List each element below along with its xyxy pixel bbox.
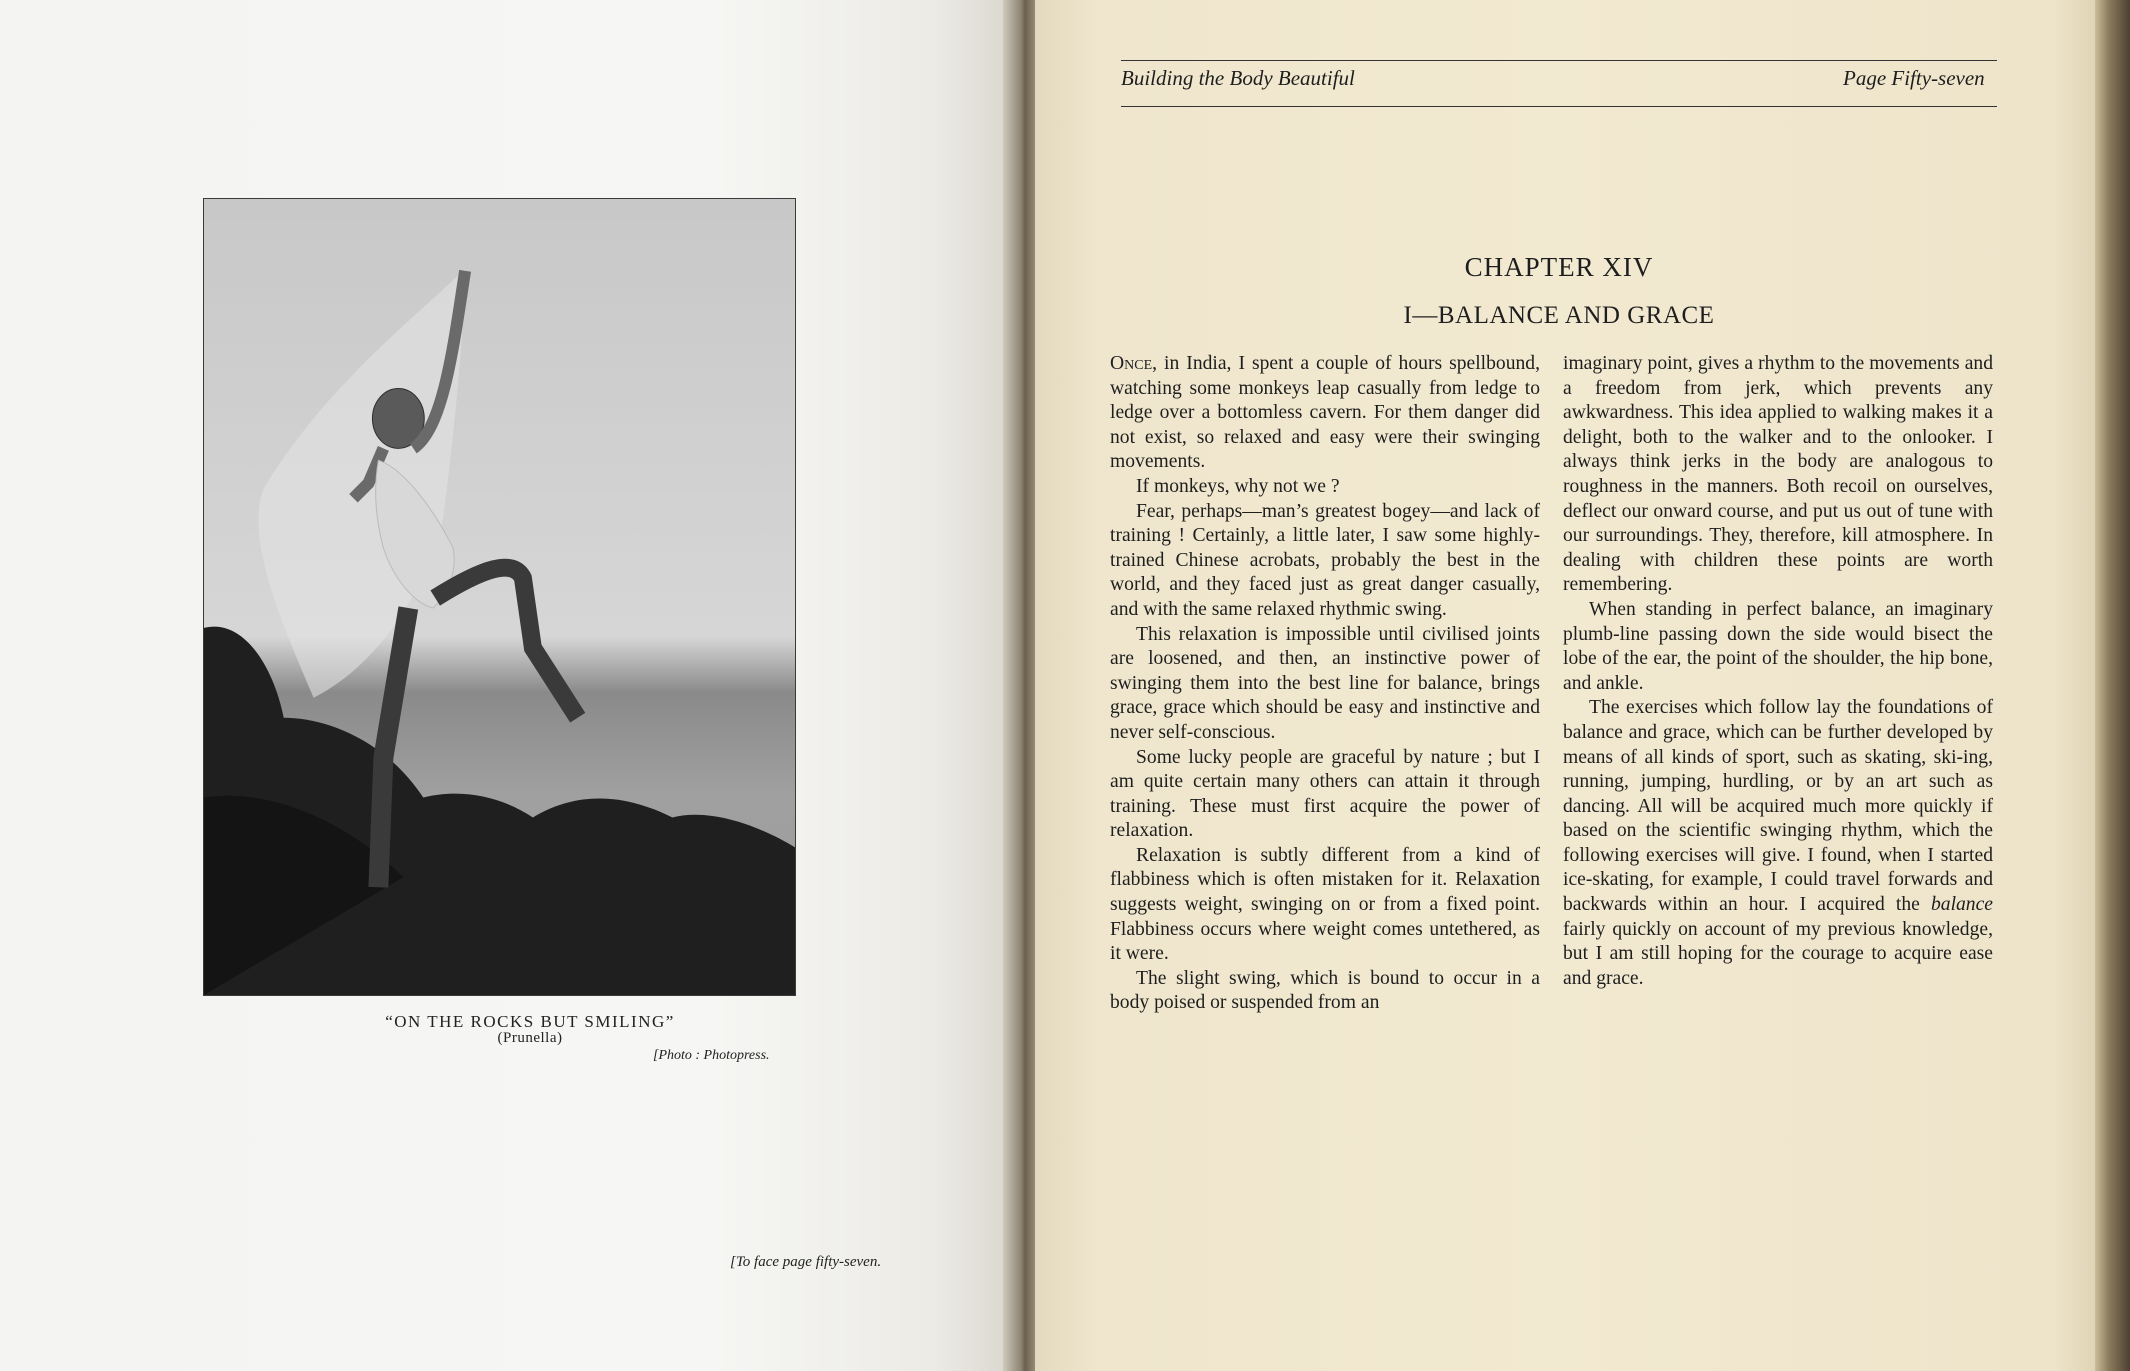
paragraph: This relaxation is impossible until civilised joints are loosened, and then, an instinctive power of swinging them into the best line for balance, brings grace, grace which should be easy and instinctive and never self-conscious. [1110,623,1540,743]
header-rule-bottom [1121,106,1997,107]
text-column-right [1563,352,1993,991]
emphasis: balance [1930,894,1993,916]
left-page [0,0,1015,1371]
paragraph: Once, in India, I spent a couple of hours spellbound, watching some monkeys leap casually from ledge to ledge over a bottomless cavern. For them danger did not exist, so relaxed and easy were their swinging movements. [1110,353,1540,473]
paragraph: Fear, perhaps—man’s greatest bogey—and lack of training ! Certainly, a little later, I saw some highly-trained Chinese acrobats, probably the best in the world, and they faced just as great danger casually, and with the same relaxed rhythmic swing. [1110,500,1540,620]
paragraph: Relaxation is subtly different from a kind of flabbiness which is often mistaken for it. Relaxation suggests weight, swinging on or from a fixed point. Flabbiness occurs where weight comes untethered, as it were. [1110,844,1540,965]
paragraph: The slight swing, which is bound to occur in a body poised or suspended from an [1110,967,1540,1014]
running-head-title: Building the Body Beautiful [1121,66,1355,90]
page-edge [2095,0,2130,1371]
dancer-photograph [203,198,796,996]
paragraph: If monkeys, why not we ? [1136,475,1340,497]
drop-lead-word: Once [1110,353,1153,374]
paragraph: The exercises which follow lay the foundations of balance and grace, which can be further developed by means of all kinds of sport, such as skating, ski-ing, running, jumping, hurdling, or by an art such as dancing. All will be acquired much more quickly if based on the scientific swinging rhythm, which the following exercises will give. I found, when I started ice-skating, for example, I could travel forwards and backwards within an hour. I acquired the balance fairly quickly on account of my previous knowledge, but I am still hoping for the courage to acquire ease and grace. [1563,697,1993,989]
paragraph: When standing in perfect balance, an imaginary plumb-line passing down the side would bisect the lobe of the ear, the point of the shoulder, the hip bone, and ankle. [1563,598,1993,694]
photo-caption: “ON THE ROCKS BUT SMILING” [385,1012,675,1031]
paragraph: imaginary point, gives a rhythm to the movements and a freedom from jerk, which prevents any awkwardness. This idea applied to walking makes it a delight, both to the walker and to the onlooker. I always think jerks in the body are analogous to roughness in the manners. Both recoil on ourselves, deflect our onward course, and put us out of tune with our surroundings. They, therefore, kill atmosphere. In dealing with children these points are worth remembering. [1563,353,1993,596]
paragraph: Some lucky people are graceful by nature ; but I am quite certain many others can attain it through training. These must first acquire the power of relaxation. [1110,746,1540,842]
section-title: I—BALANCE AND GRACE [1403,302,1715,329]
running-head-page-number: Page Fifty-seven [1843,66,1985,90]
facing-page-note: [To face page fifty-seven. [730,1254,882,1270]
chapter-title: CHAPTER XIV [1464,252,1654,282]
photo-credit: [Photo : Photopress. [653,1048,770,1063]
text-column-left [1110,352,1540,1016]
header-rule-top [1121,60,1997,61]
photo-caption-subject: (Prunella) [497,1030,563,1046]
